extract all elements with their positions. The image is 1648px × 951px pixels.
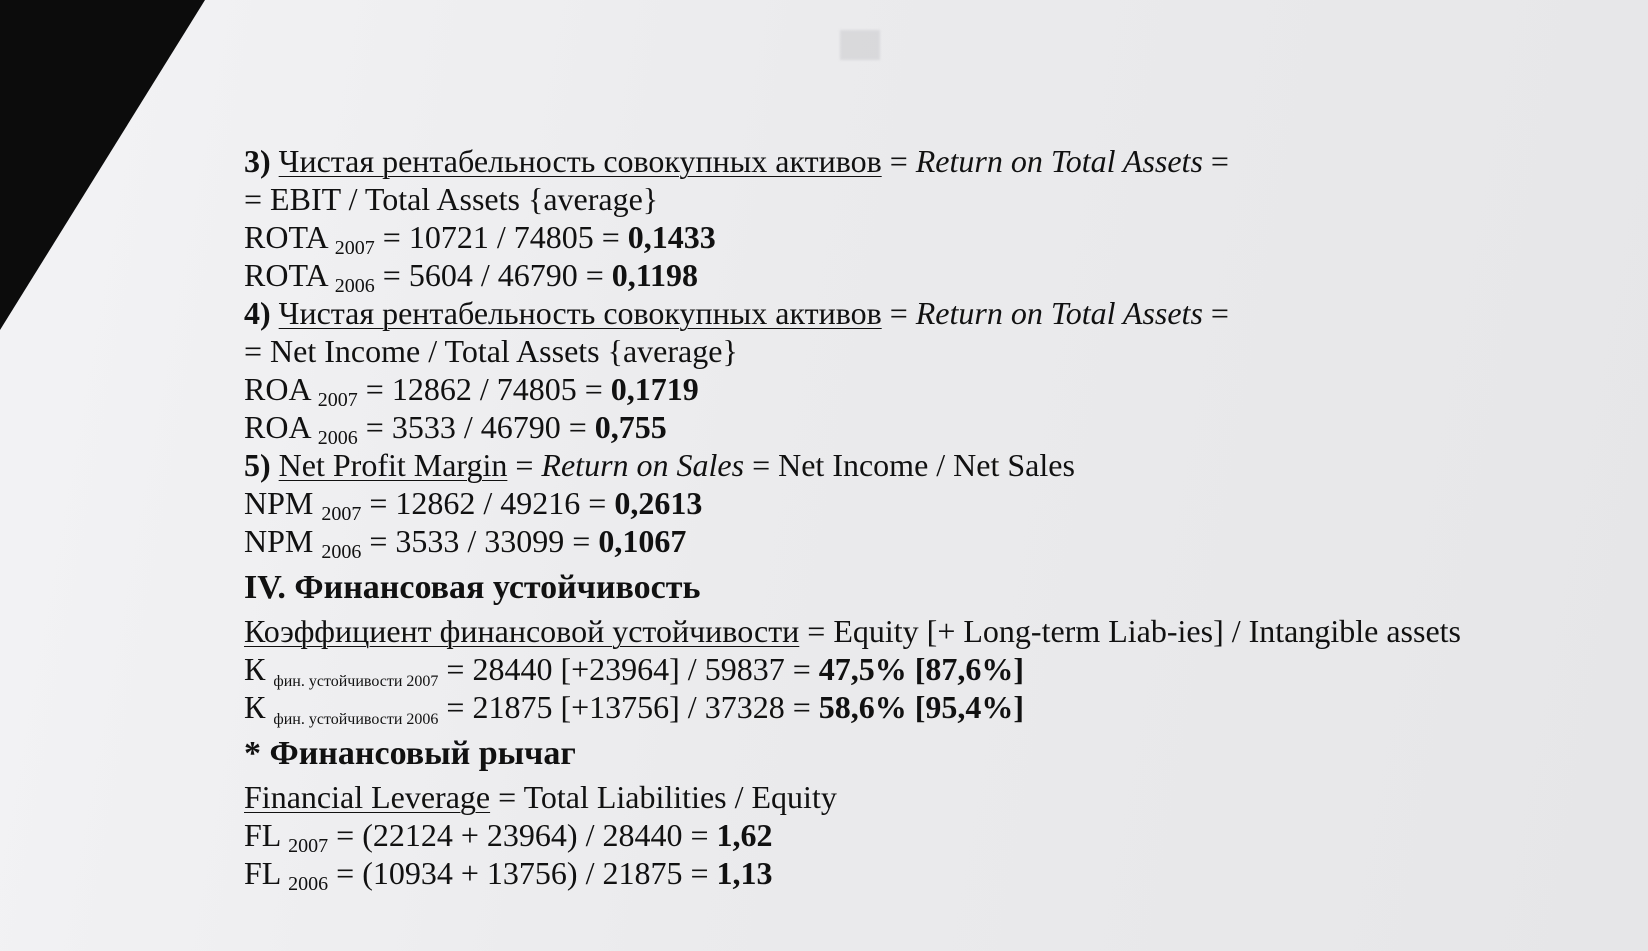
result-value: 47,5% [87,6%] bbox=[818, 651, 1025, 687]
leverage-row-2007 bbox=[244, 816, 1544, 857]
section-title: Net Profit Margin bbox=[278, 447, 508, 483]
expression: = 12862 / 74805 = bbox=[357, 371, 611, 407]
section-number: 4) bbox=[244, 295, 271, 331]
expression: = 12862 / 49216 = bbox=[361, 485, 615, 521]
equals: = bbox=[881, 295, 916, 331]
year-subscript: 2006 bbox=[334, 275, 375, 297]
section-title-ru: Чистая рентабельность совокупных активов bbox=[278, 143, 882, 179]
result-value: 1,13 bbox=[716, 855, 773, 891]
stability-row-2006 bbox=[244, 688, 1544, 726]
section-number: 5) bbox=[244, 447, 271, 483]
expression: = (10934 + 13756) / 21875 = bbox=[328, 855, 717, 891]
metric-label: К bbox=[244, 651, 274, 687]
stability-title: Коэффициент финансовой устойчивости bbox=[244, 613, 800, 649]
expression: = 5604 / 46790 = bbox=[374, 257, 612, 293]
leverage-title-line bbox=[244, 778, 1544, 816]
year-subscript: 2006 bbox=[321, 541, 362, 563]
section-4-row-2007 bbox=[244, 370, 1544, 411]
section-5-row-2007 bbox=[244, 484, 1544, 525]
result-value: 0,1433 bbox=[627, 219, 716, 255]
section-alias: Return on Sales bbox=[541, 447, 745, 483]
expression: = 21875 [+13756] / 37328 = bbox=[438, 689, 819, 725]
metric-subscript: фин. устойчивости 2007 bbox=[273, 673, 439, 690]
section-4-row-2006 bbox=[244, 408, 1544, 449]
metric-label: NPM bbox=[244, 523, 322, 559]
leverage-formula: = Total Liabilities / Equity bbox=[490, 779, 837, 815]
section-formula: = Net Income / Net Sales bbox=[744, 447, 1075, 483]
metric-label: FL bbox=[244, 817, 289, 853]
trailing-equals: = bbox=[1202, 143, 1229, 179]
expression: = 28440 [+23964] / 59837 = bbox=[438, 651, 819, 687]
bleed-through-shadow bbox=[840, 30, 880, 60]
leverage-row-2006 bbox=[244, 854, 1544, 895]
metric-label: ROTA bbox=[244, 257, 335, 293]
stability-row-2007 bbox=[244, 650, 1544, 688]
result-value: 1,62 bbox=[716, 817, 773, 853]
section-4-formula: = Net Income / Total Assets {average} bbox=[244, 333, 738, 369]
metric-label: ROA bbox=[244, 409, 318, 445]
stability-heading: IV. Финансовая устойчивость bbox=[244, 569, 701, 606]
metric-label: ROA bbox=[244, 371, 318, 407]
section-3-row-2006 bbox=[244, 256, 1544, 297]
expression: = 3533 / 46790 = bbox=[357, 409, 595, 445]
metric-label: К bbox=[244, 689, 274, 725]
year-subscript: 2007 bbox=[321, 503, 362, 525]
trailing-equals: = bbox=[1202, 295, 1229, 331]
result-value: 0,1067 bbox=[598, 523, 687, 559]
year-subscript: 2007 bbox=[334, 237, 375, 259]
section-3-title-line bbox=[244, 142, 1544, 180]
result-value: 0,2613 bbox=[614, 485, 703, 521]
result-value: 0,1719 bbox=[610, 371, 699, 407]
expression: = 3533 / 33099 = bbox=[361, 523, 599, 559]
metric-subscript: фин. устойчивости 2006 bbox=[273, 711, 439, 728]
equals: = bbox=[507, 447, 542, 483]
document-body bbox=[244, 142, 1544, 895]
metric-label: NPM bbox=[244, 485, 322, 521]
section-3-formula: = EBIT / Total Assets {average} bbox=[244, 181, 659, 217]
section-5-title-line bbox=[244, 446, 1544, 484]
year-subscript: 2007 bbox=[317, 389, 358, 411]
section-title-en: Return on Total Assets bbox=[915, 295, 1203, 331]
year-subscript: 2007 bbox=[288, 835, 329, 857]
year-subscript: 2006 bbox=[288, 873, 329, 895]
section-5-row-2006 bbox=[244, 522, 1544, 563]
section-title-en: Return on Total Assets bbox=[915, 143, 1203, 179]
leverage-title: Financial Leverage bbox=[244, 779, 491, 815]
section-number: 3) bbox=[244, 143, 271, 179]
section-4-title-line bbox=[244, 294, 1544, 332]
metric-label: FL bbox=[244, 855, 289, 891]
result-value: 0,1198 bbox=[611, 257, 698, 293]
dark-corner bbox=[0, 0, 205, 330]
expression: = 10721 / 74805 = bbox=[374, 219, 628, 255]
year-subscript: 2006 bbox=[317, 427, 358, 449]
equals: = bbox=[881, 143, 916, 179]
expression: = (22124 + 23964) / 28440 = bbox=[328, 817, 717, 853]
stability-formula: = Equity [+ Long-term Liab-ies] / Intangible assets bbox=[799, 613, 1461, 649]
section-3-row-2007 bbox=[244, 218, 1544, 259]
metric-label: ROTA bbox=[244, 219, 335, 255]
leverage-heading: * Финансовый рычаг bbox=[244, 735, 576, 772]
section-title-ru: Чистая рентабельность совокупных активов bbox=[278, 295, 882, 331]
stability-title-line bbox=[244, 612, 1544, 650]
result-value: 58,6% [95,4%] bbox=[818, 689, 1025, 725]
result-value: 0,755 bbox=[594, 409, 667, 445]
